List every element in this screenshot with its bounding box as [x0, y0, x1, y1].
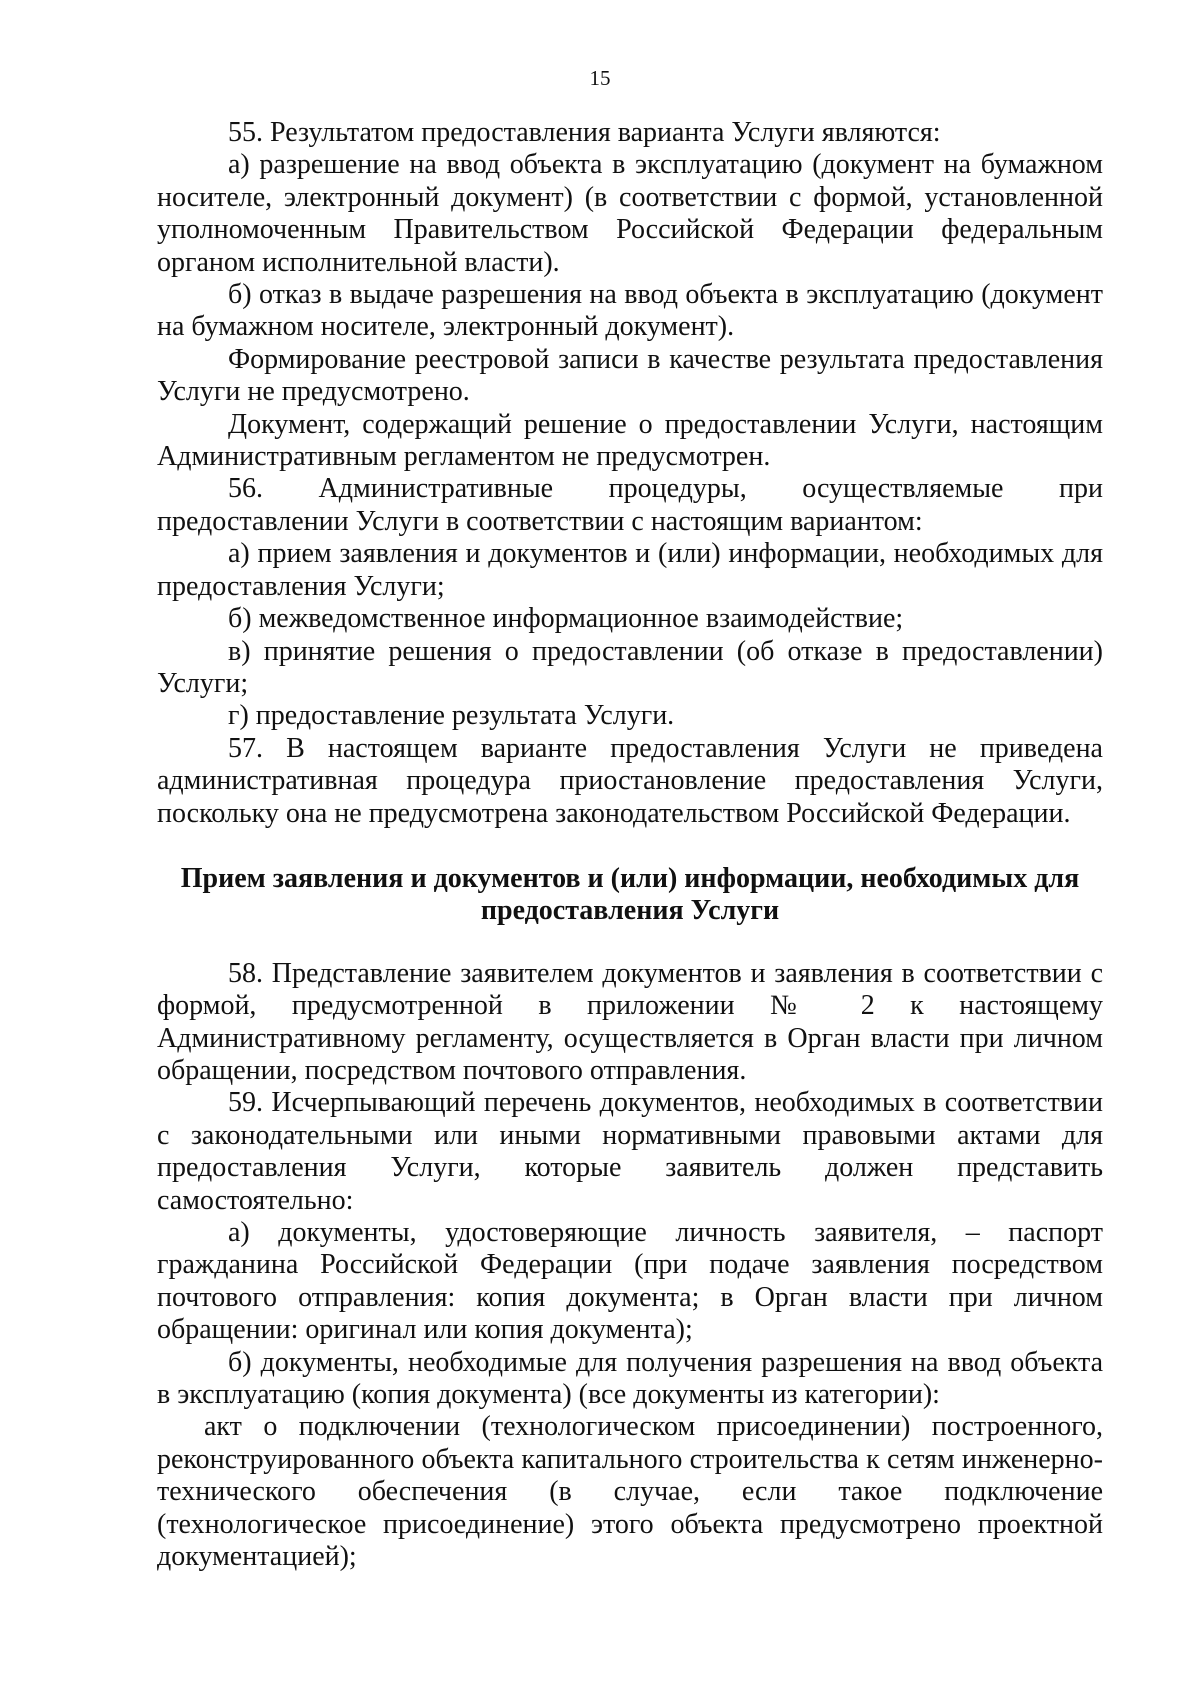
paragraph-56-b: б) межведомственное информационное взаимодействие; — [228, 603, 904, 635]
document-body — [157, 117, 1103, 1573]
paragraph-57: 57. В настоящем варианте предоставления Услуги не приведена административная процедура приостановление предоставления Услуги, поскольку она не предусмотрена законодательством Российской Федерации. — [157, 732, 1103, 829]
page-number: 15 — [589, 66, 611, 90]
paragraph-56-v: в) принятие решения о предоставлении (об отказе в предоставлении) Услуги; — [157, 635, 1103, 699]
paragraph-59-intro: 59. Исчерпывающий перечень документов, необходимых в соответствии с законодательными или иными нормативными правовыми актами для предоставления Услуги, которые заявитель должен представить самостоятельно: — [157, 1087, 1103, 1216]
paragraph-56-g: г) предоставление результата Услуги. — [228, 700, 675, 732]
paragraph-56-a: а) прием заявления и документов и (или) информации, необходимых для предоставления Услуги; — [157, 538, 1103, 602]
section-heading-line-2: предоставления Услуги — [480, 895, 780, 927]
section-heading-line-1: Прием заявления и документов и (или) информации, необходимых для — [180, 862, 1080, 894]
paragraph-connection-act: акт о подключении (технологическом присоединении) построенного, реконструированного объекта капитального строительства к сетям инженерно-технического обеспечения (в случае, если такое подключение (технологическое присоединение) этого объекта предусмотрено проектной документацией); — [157, 1411, 1103, 1573]
paragraph-59-a: а) документы, удостоверяющие личность заявителя, – паспорт гражданина Российской Федерации (при подаче заявления посредством почтового отправления: копия документа; в Орган власти при личном обращении: оригинал или копия документа); — [157, 1217, 1103, 1346]
paragraph-56-intro: 56. Административные процедуры, осуществляемые при предоставлении Услуги в соответствии с настоящим вариантом: — [157, 473, 1103, 537]
paragraph-58: 58. Представление заявителем документов и заявления в соответствии с формой, предусмотренной в приложении № 2 к настоящему Административному регламенту, осуществляется в Орган власти при личном обращении, посредством почтового отправления. — [157, 957, 1103, 1086]
paragraph-55-a: а) разрешение на ввод объекта в эксплуатацию (документ на бумажном носителе, электронный документ) (в соответствии с формой, установленной уполномоченным Правительством Российской Федерации федеральным органом исполнительной власти). — [157, 149, 1103, 278]
section-heading — [157, 863, 1103, 928]
paragraph-59-b: б) документы, необходимые для получения разрешения на ввод объекта в эксплуатацию (копия документа) (все документы из категории): — [157, 1346, 1103, 1411]
paragraph-registry-record: Формирование реестровой записи в качестве результата предоставления Услуги не предусмотрено. — [157, 343, 1103, 408]
paragraph-55-intro: 55. Результатом предоставления варианта Услуги являются: — [228, 117, 941, 148]
paragraph-55-b: б) отказ в выдаче разрешения на ввод объекта в эксплуатацию (документ на бумажном носителе, электронный документ). — [157, 279, 1103, 343]
paragraph-decision-document: Документ, содержащий решение о предоставлении Услуги, настоящим Административным регламентом не предусмотрен. — [157, 408, 1103, 473]
